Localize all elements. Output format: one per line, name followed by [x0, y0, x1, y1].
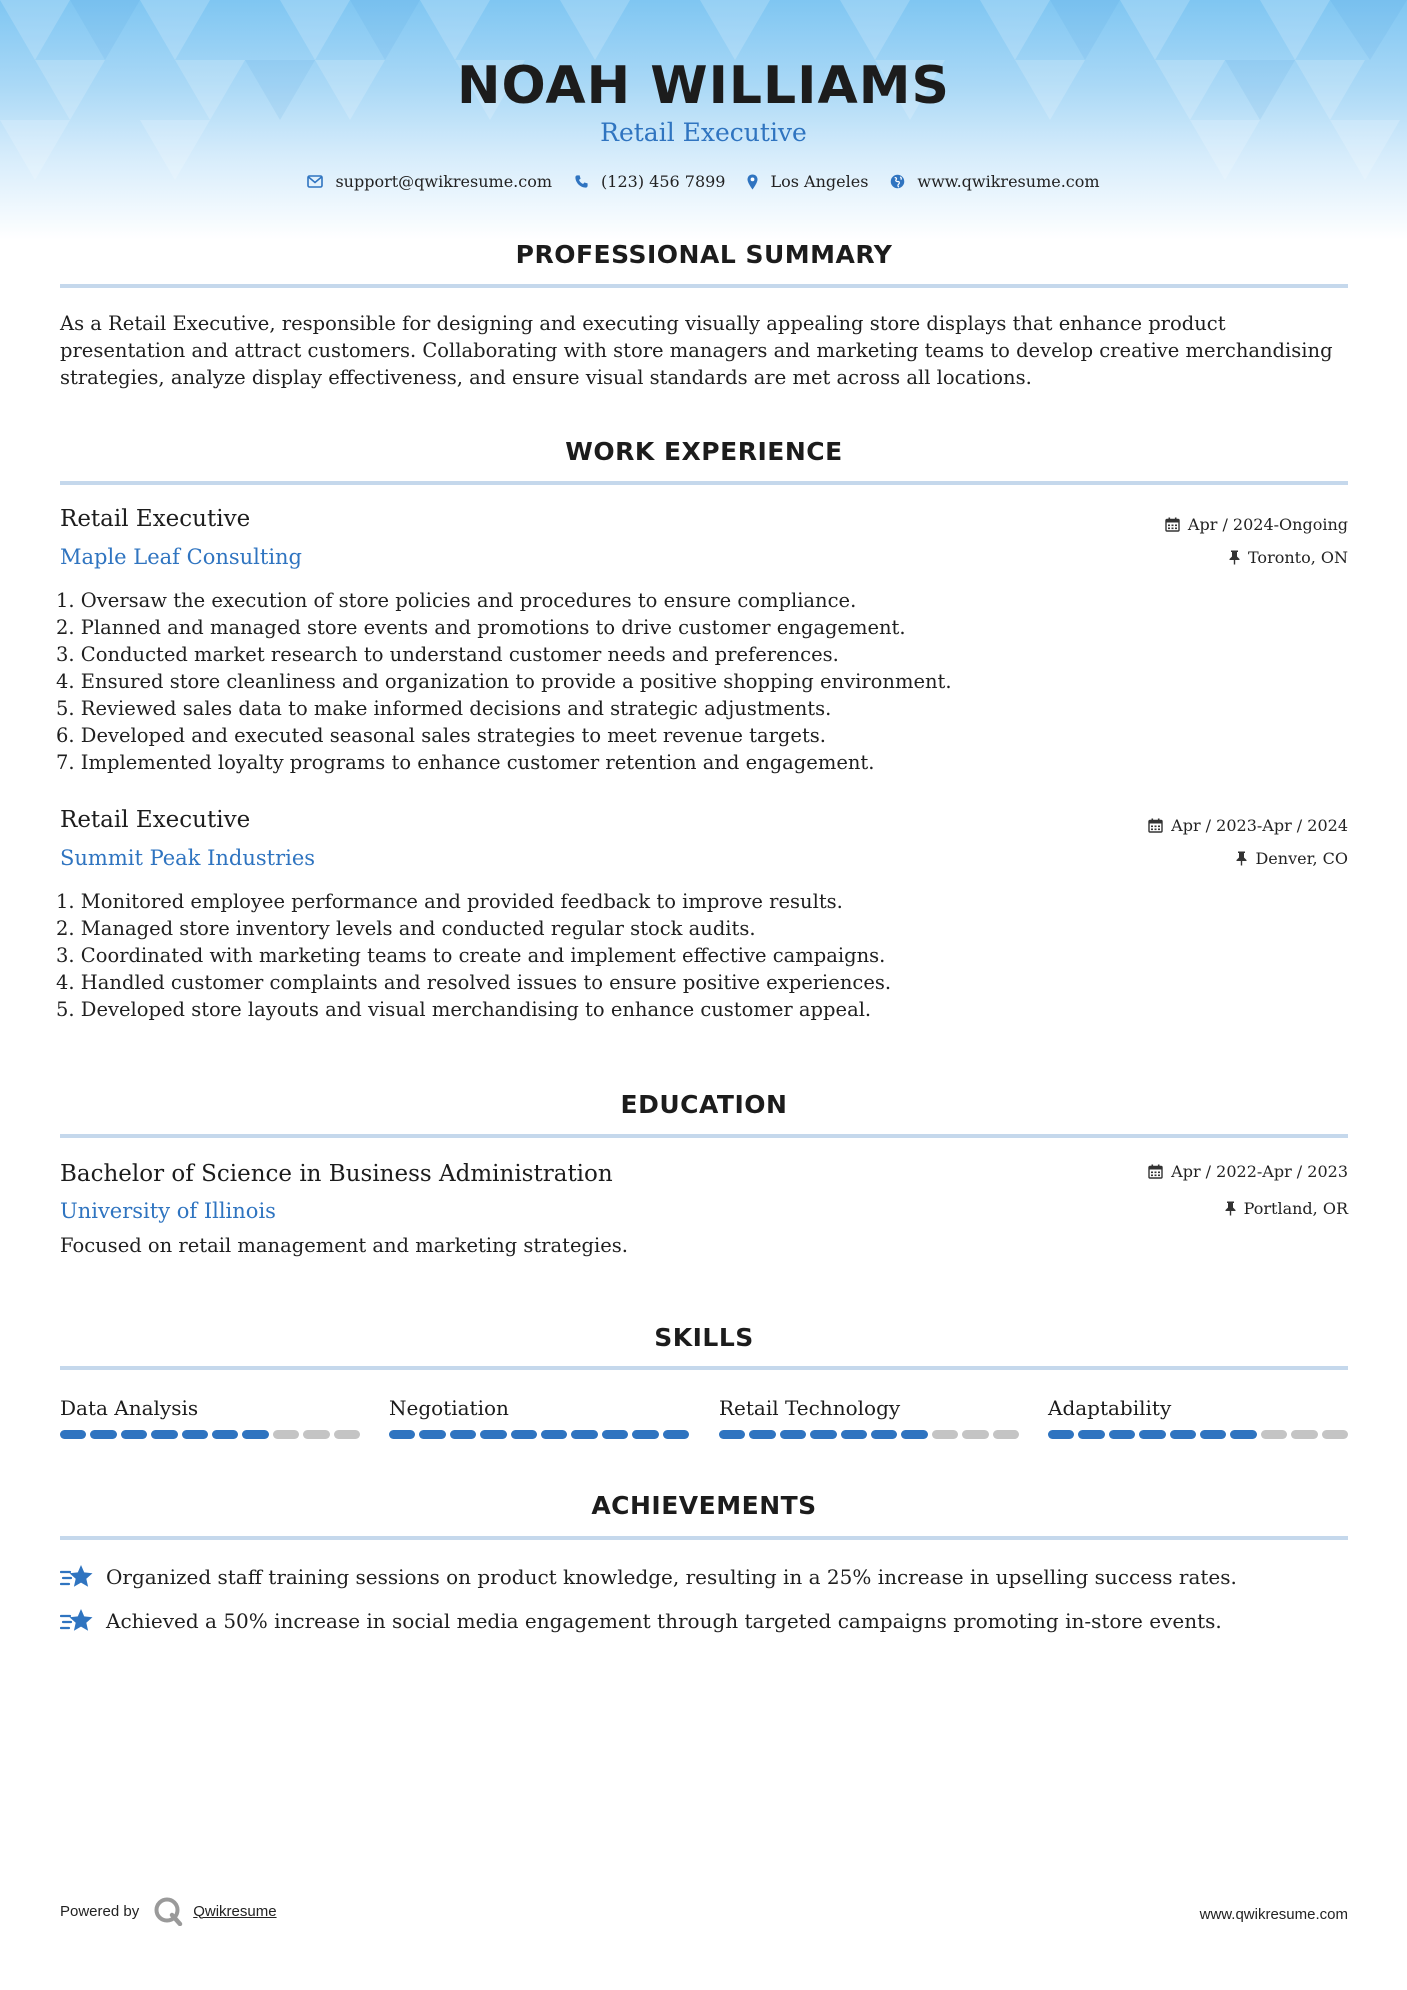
skill-segment-filled — [1048, 1430, 1074, 1439]
brand-link[interactable]: Qwikresume — [193, 1902, 277, 1920]
skill-level-bar — [1048, 1430, 1348, 1439]
skill-segment-filled — [182, 1430, 208, 1439]
job-location — [1229, 548, 1348, 567]
dates-text: Apr / 2022-Apr / 2023 — [1171, 1162, 1348, 1181]
list-item: 4. Handled customer complaints and resolved issues to ensure positive experiences. — [56, 971, 892, 994]
list-item: 2. Planned and managed store events and promotions to drive customer engagement. — [56, 616, 906, 639]
shooting-star-icon — [60, 1563, 94, 1591]
skill-segment-filled — [901, 1430, 927, 1439]
list-item: 3. Conducted market research to understand customer needs and preferences. — [56, 643, 839, 666]
job-location — [1236, 849, 1348, 868]
skill-segment-filled — [121, 1430, 147, 1439]
skill-name: Data Analysis — [60, 1396, 199, 1420]
job-title: Retail Executive — [60, 807, 251, 833]
contact-website[interactable] — [890, 172, 1099, 191]
skill-segment-filled — [151, 1430, 177, 1439]
skill-segment-empty — [1261, 1430, 1287, 1439]
list-item: 1. Monitored employee performance and provided feedback to improve results. — [56, 890, 843, 913]
list-item: 4. Ensured store cleanliness and organization to provide a positive shopping environment. — [56, 670, 952, 693]
job-title: Retail Executive — [60, 506, 251, 532]
skill-segment-filled — [1170, 1430, 1196, 1439]
skill-name: Adaptability — [1048, 1396, 1172, 1420]
job-dates — [1165, 515, 1348, 534]
candidate-name: NOAH WILLIAMS — [457, 56, 950, 116]
skill-segment-filled — [242, 1430, 268, 1439]
pushpin-icon — [1229, 550, 1240, 565]
job-bullets — [56, 888, 1346, 1023]
candidate-role: Retail Executive — [600, 118, 807, 147]
skill-item — [389, 1393, 689, 1439]
skill-segment-filled — [1230, 1430, 1256, 1439]
footer-powered-by — [60, 1896, 277, 1926]
section-title-education: EDUCATION — [620, 1090, 788, 1119]
map-pin-icon — [747, 174, 758, 190]
section-divider — [60, 1536, 1348, 1540]
skill-segment-empty — [1322, 1430, 1348, 1439]
skill-segment-filled — [871, 1430, 897, 1439]
skill-level-bar — [60, 1430, 360, 1439]
summary-text: As a Retail Executive, responsible for designing and executing visually appealing store displays that enhance product presentation and attract customers. Collaborating with store managers and marketing teams to develop creative merchandising strategies, analyze display effectiveness, and ensure visual standards are met across all locations. — [60, 312, 1333, 389]
contact-location — [747, 172, 868, 191]
shooting-star-icon — [60, 1607, 94, 1635]
skill-segment-filled — [419, 1430, 445, 1439]
calendar-icon — [1165, 517, 1180, 532]
company-name: Maple Leaf Consulting — [60, 545, 303, 569]
section-divider — [60, 1366, 1348, 1370]
education-description: Focused on retail management and marketing strategies. — [60, 1234, 628, 1257]
skill-segment-filled — [571, 1430, 597, 1439]
skill-segment-filled — [389, 1430, 415, 1439]
dates-text: Apr / 2024-Ongoing — [1187, 515, 1348, 534]
location-text: Toronto, ON — [1248, 548, 1348, 567]
skill-segment-empty — [334, 1430, 360, 1439]
skill-segment-filled — [602, 1430, 628, 1439]
skill-segment-filled — [1078, 1430, 1104, 1439]
contact-bar — [0, 172, 1407, 191]
calendar-icon — [1148, 818, 1163, 833]
skill-name: Retail Technology — [719, 1396, 901, 1420]
skill-segment-empty — [1291, 1430, 1317, 1439]
location-text: Portland, OR — [1243, 1199, 1348, 1218]
skill-segment-filled — [632, 1430, 658, 1439]
school-name: University of Illinois — [60, 1199, 276, 1223]
skill-segment-filled — [749, 1430, 775, 1439]
skill-segment-filled — [90, 1430, 116, 1439]
skill-segment-empty — [932, 1430, 958, 1439]
section-title-skills: SKILLS — [654, 1323, 754, 1352]
list-item: 5. Reviewed sales data to make informed decisions and strategic adjustments. — [56, 697, 832, 720]
pushpin-icon — [1225, 1201, 1236, 1216]
skill-segment-filled — [480, 1430, 506, 1439]
skill-segment-filled — [663, 1430, 689, 1439]
footer-website-link[interactable]: www.qwikresume.com — [1199, 1906, 1348, 1923]
skill-segment-filled — [1109, 1430, 1135, 1439]
skill-segment-filled — [60, 1430, 86, 1439]
calendar-icon — [1148, 1164, 1163, 1179]
skill-segment-empty — [962, 1430, 988, 1439]
skill-segment-filled — [450, 1430, 476, 1439]
list-item: 5. Developed store layouts and visual merchandising to enhance customer appeal. — [56, 998, 872, 1021]
contact-phone[interactable] — [574, 172, 725, 191]
location-text: Denver, CO — [1255, 849, 1348, 868]
job-bullets — [56, 587, 1346, 776]
skill-segment-filled — [810, 1430, 836, 1439]
section-divider — [60, 1134, 1348, 1138]
list-item: 3. Coordinated with marketing teams to create and implement effective campaigns. — [56, 944, 886, 967]
achievement-item — [60, 1563, 1237, 1591]
list-item: 2. Managed store inventory levels and conducted regular stock audits. — [56, 917, 756, 940]
skill-segment-filled — [511, 1430, 537, 1439]
section-divider — [60, 284, 1348, 288]
skill-segment-empty — [993, 1430, 1019, 1439]
skill-name: Negotiation — [389, 1396, 509, 1420]
skill-segment-empty — [303, 1430, 329, 1439]
section-title-experience: WORK EXPERIENCE — [565, 437, 843, 466]
skill-segment-filled — [1139, 1430, 1165, 1439]
skill-level-bar — [389, 1430, 689, 1439]
section-divider — [60, 481, 1348, 485]
skill-item — [60, 1393, 360, 1439]
achievement-item — [60, 1607, 1222, 1635]
website-text[interactable]: www.qwikresume.com — [917, 172, 1100, 191]
envelope-icon — [307, 175, 323, 188]
skill-item — [1048, 1393, 1348, 1439]
list-item: 1. Oversaw the execution of store policies and procedures to ensure compliance. — [56, 589, 857, 612]
company-name: Summit Peak Industries — [60, 846, 316, 870]
location-text: Los Angeles — [770, 172, 869, 191]
skill-segment-filled — [780, 1430, 806, 1439]
skill-segment-filled — [212, 1430, 238, 1439]
pushpin-icon — [1236, 851, 1247, 866]
skills-grid — [60, 1393, 1348, 1453]
powered-by-label: Powered by — [60, 1902, 140, 1920]
achievement-text: Achieved a 50% increase in social media engagement through targeted campaigns promoting in-store events. — [106, 1609, 1222, 1633]
skill-segment-filled — [719, 1430, 745, 1439]
skill-segment-filled — [1200, 1430, 1226, 1439]
achievement-text: Organized staff training sessions on product knowledge, resulting in a 25% increase in upselling success rates. — [106, 1565, 1237, 1589]
skill-segment-empty — [273, 1430, 299, 1439]
dates-text: Apr / 2023-Apr / 2024 — [1171, 816, 1348, 835]
skill-segment-filled — [841, 1430, 867, 1439]
skill-level-bar — [719, 1430, 1019, 1439]
list-item: 6. Developed and executed seasonal sales strategies to meet revenue targets. — [56, 724, 826, 747]
qwikresume-logo-icon — [153, 1896, 183, 1926]
list-item: 7. Implemented loyalty programs to enhance customer retention and engagement. — [56, 751, 875, 774]
skill-segment-filled — [541, 1430, 567, 1439]
phone-icon — [574, 174, 589, 189]
job-dates — [1148, 816, 1348, 835]
skill-item — [719, 1393, 1019, 1439]
email-text[interactable]: support@qwikresume.com — [335, 172, 553, 191]
section-title-achievements: ACHIEVEMENTS — [591, 1491, 817, 1520]
degree-title: Bachelor of Science in Business Administration — [60, 1161, 613, 1187]
education-location — [1225, 1199, 1348, 1218]
section-title-summary: PROFESSIONAL SUMMARY — [515, 240, 893, 269]
phone-text: (123) 456 7899 — [601, 172, 726, 191]
globe-icon — [890, 174, 905, 189]
education-dates — [1148, 1162, 1348, 1181]
contact-email[interactable] — [307, 172, 552, 191]
